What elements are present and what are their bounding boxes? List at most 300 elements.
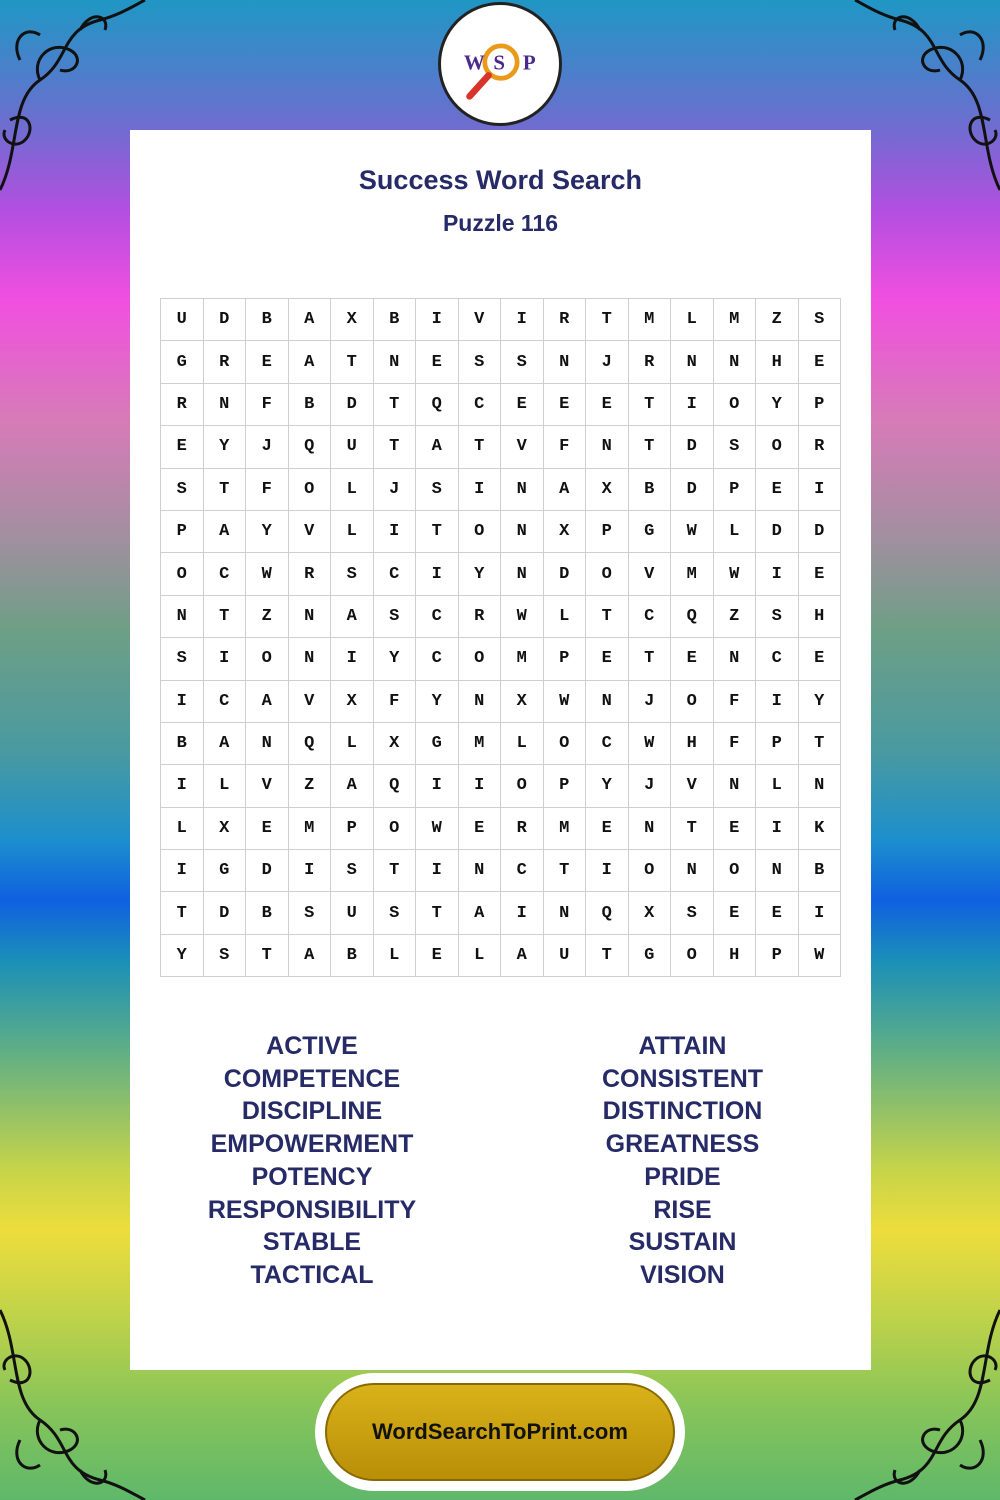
grid-cell[interactable]: Q — [416, 383, 459, 425]
grid-cell[interactable]: T — [586, 299, 629, 341]
logo-letter-s: S — [493, 50, 505, 75]
word-list-item: PRIDE — [644, 1162, 721, 1191]
grid-cell[interactable]: X — [203, 807, 246, 849]
grid-cell[interactable]: T — [246, 934, 289, 976]
grid-row — [161, 510, 841, 552]
grid-row — [161, 765, 841, 807]
grid-cell[interactable]: Y — [246, 510, 289, 552]
word-list-item: ATTAIN — [638, 1032, 727, 1060]
grid-cell[interactable]: I — [756, 807, 799, 849]
grid-row — [161, 299, 841, 341]
grid-cell[interactable]: E — [671, 638, 714, 680]
grid-cell[interactable]: J — [628, 680, 671, 722]
grid-cell[interactable]: O — [246, 638, 289, 680]
grid-cell[interactable]: D — [798, 510, 841, 552]
word-list-item: EMPOWERMENT — [210, 1130, 414, 1159]
grid-cell[interactable]: W — [543, 680, 586, 722]
grid-cell[interactable]: C — [373, 553, 416, 595]
word-list-item: GREATNESS — [605, 1130, 760, 1159]
word-list-item: POTENCY — [251, 1162, 373, 1191]
grid-cell[interactable]: T — [628, 426, 671, 468]
grid-cell[interactable]: I — [416, 765, 459, 807]
grid-cell[interactable]: E — [756, 468, 799, 510]
word-list-item: TACTICAL — [250, 1260, 374, 1289]
grid-cell[interactable]: Y — [203, 426, 246, 468]
grid-cell[interactable]: A — [331, 765, 374, 807]
grid-cell[interactable]: E — [416, 341, 459, 383]
grid-cell[interactable]: B — [161, 722, 204, 764]
grid-cell[interactable]: O — [756, 426, 799, 468]
grid-cell[interactable]: N — [713, 638, 756, 680]
grid-cell[interactable]: I — [671, 383, 714, 425]
grid-cell[interactable]: L — [331, 722, 374, 764]
grid-cell[interactable]: K — [798, 807, 841, 849]
corner-ornament-top-left — [0, 0, 150, 200]
grid-cell[interactable]: V — [288, 680, 331, 722]
word-list-left — [130, 1030, 494, 1292]
puzzle-number: Puzzle 116 — [442, 210, 559, 236]
grid-cell[interactable]: W — [246, 553, 289, 595]
grid-cell[interactable]: A — [458, 892, 501, 934]
word-list-right — [494, 1030, 871, 1292]
grid-cell[interactable]: S — [203, 934, 246, 976]
grid-cell[interactable]: V — [628, 553, 671, 595]
grid-cell[interactable]: T — [416, 510, 459, 552]
grid-cell[interactable]: I — [161, 680, 204, 722]
grid-cell[interactable]: T — [161, 892, 204, 934]
grid-cell[interactable]: I — [756, 680, 799, 722]
corner-ornament-bottom-right — [850, 1300, 1000, 1500]
grid-cell[interactable]: P — [756, 934, 799, 976]
grid-cell[interactable]: S — [161, 638, 204, 680]
grid-cell[interactable]: Y — [458, 553, 501, 595]
grid-cell[interactable]: N — [671, 850, 714, 892]
grid-cell[interactable]: O — [671, 680, 714, 722]
grid-cell[interactable]: T — [458, 426, 501, 468]
grid-cell[interactable]: S — [713, 426, 756, 468]
grid-cell[interactable]: D — [331, 383, 374, 425]
grid-cell[interactable]: L — [671, 299, 714, 341]
grid-cell[interactable]: N — [458, 850, 501, 892]
grid-cell[interactable]: G — [416, 722, 459, 764]
site-link[interactable]: WordSearchToPrint.com — [372, 1419, 628, 1444]
grid-cell[interactable]: D — [756, 510, 799, 552]
grid-cell[interactable]: X — [331, 680, 374, 722]
grid-cell[interactable]: N — [203, 383, 246, 425]
word-list — [130, 1030, 871, 1292]
site-banner-button[interactable] — [325, 1383, 675, 1481]
grid-cell[interactable]: B — [628, 468, 671, 510]
grid-cell[interactable]: V — [501, 426, 544, 468]
grid-cell[interactable]: C — [458, 383, 501, 425]
grid-cell[interactable]: T — [203, 468, 246, 510]
grid-row — [161, 934, 841, 976]
site-banner[interactable] — [315, 1373, 685, 1491]
grid-cell[interactable]: O — [671, 934, 714, 976]
grid-cell[interactable]: T — [331, 341, 374, 383]
grid-cell[interactable]: N — [671, 341, 714, 383]
grid-cell[interactable]: A — [288, 299, 331, 341]
grid-cell[interactable]: M — [671, 553, 714, 595]
word-list-item: DISCIPLINE — [241, 1097, 383, 1126]
grid-cell[interactable]: S — [671, 892, 714, 934]
grid-cell[interactable]: N — [713, 765, 756, 807]
grid-cell[interactable]: I — [798, 892, 841, 934]
grid-cell[interactable]: F — [543, 426, 586, 468]
grid-cell[interactable]: Y — [586, 765, 629, 807]
grid-cell[interactable]: M — [288, 807, 331, 849]
grid-cell[interactable]: O — [161, 553, 204, 595]
grid-row — [161, 595, 841, 637]
grid-cell[interactable]: A — [203, 510, 246, 552]
grid-cell[interactable]: T — [203, 595, 246, 637]
grid-cell[interactable]: S — [288, 892, 331, 934]
grid-cell[interactable]: E — [501, 383, 544, 425]
grid-cell[interactable]: Q — [288, 426, 331, 468]
grid-cell[interactable]: T — [373, 850, 416, 892]
grid-cell[interactable]: F — [246, 468, 289, 510]
grid-cell[interactable]: J — [373, 468, 416, 510]
letter-grid — [160, 298, 841, 977]
grid-row — [161, 383, 841, 425]
grid-cell[interactable]: F — [713, 680, 756, 722]
grid-row — [161, 680, 841, 722]
grid-cell[interactable]: N — [586, 426, 629, 468]
grid-cell[interactable]: S — [161, 468, 204, 510]
grid-cell[interactable]: I — [203, 638, 246, 680]
grid-cell[interactable]: E — [458, 807, 501, 849]
grid-cell[interactable]: V — [458, 299, 501, 341]
grid-cell[interactable]: B — [246, 892, 289, 934]
grid-cell[interactable]: M — [501, 638, 544, 680]
grid-cell[interactable]: W — [713, 553, 756, 595]
grid-cell[interactable]: Y — [161, 934, 204, 976]
grid-cell[interactable]: E — [798, 638, 841, 680]
grid-cell[interactable]: L — [543, 595, 586, 637]
grid-cell[interactable]: P — [331, 807, 374, 849]
grid-cell[interactable]: A — [203, 722, 246, 764]
grid-cell[interactable]: B — [798, 850, 841, 892]
grid-cell[interactable]: N — [458, 680, 501, 722]
grid-cell[interactable]: V — [246, 765, 289, 807]
grid-cell[interactable]: R — [628, 341, 671, 383]
grid-cell[interactable]: E — [713, 807, 756, 849]
word-list-item: ACTIVE — [266, 1032, 358, 1060]
grid-cell[interactable]: X — [373, 722, 416, 764]
word-list-item: CONSISTENT — [601, 1064, 764, 1093]
grid-cell[interactable]: J — [586, 341, 629, 383]
grid-cell[interactable]: C — [203, 553, 246, 595]
grid-cell[interactable]: C — [756, 638, 799, 680]
puzzle-title: Success Word Search — [358, 165, 643, 195]
grid-cell[interactable]: I — [416, 850, 459, 892]
grid-cell[interactable]: L — [373, 934, 416, 976]
grid-cell[interactable]: X — [543, 510, 586, 552]
grid-cell[interactable]: I — [288, 850, 331, 892]
word-list-item: DISTINCTION — [602, 1097, 763, 1126]
wsp-logo[interactable] — [438, 2, 562, 126]
grid-cell[interactable]: R — [458, 595, 501, 637]
grid-cell[interactable]: Y — [798, 680, 841, 722]
grid-cell[interactable]: W — [628, 722, 671, 764]
grid-cell[interactable]: S — [331, 553, 374, 595]
grid-cell[interactable]: T — [543, 850, 586, 892]
grid-cell[interactable]: L — [713, 510, 756, 552]
word-list-item: STABLE — [262, 1228, 362, 1257]
grid-cell[interactable]: S — [458, 341, 501, 383]
grid-cell[interactable]: S — [373, 595, 416, 637]
grid-cell[interactable]: E — [416, 934, 459, 976]
grid-cell[interactable]: L — [331, 510, 374, 552]
grid-cell[interactable]: A — [501, 934, 544, 976]
grid-cell[interactable]: P — [586, 510, 629, 552]
grid-cell[interactable]: S — [416, 468, 459, 510]
grid-cell[interactable]: O — [713, 850, 756, 892]
grid-cell[interactable]: N — [543, 341, 586, 383]
grid-cell[interactable]: T — [586, 595, 629, 637]
grid-cell[interactable]: D — [671, 468, 714, 510]
grid-cell[interactable]: I — [458, 468, 501, 510]
grid-cell[interactable]: E — [586, 383, 629, 425]
grid-row — [161, 553, 841, 595]
grid-cell[interactable]: C — [501, 850, 544, 892]
grid-cell[interactable]: N — [246, 722, 289, 764]
grid-cell[interactable]: A — [246, 680, 289, 722]
grid-row — [161, 638, 841, 680]
grid-cell[interactable]: L — [161, 807, 204, 849]
grid-cell[interactable]: T — [586, 934, 629, 976]
grid-cell[interactable]: I — [501, 892, 544, 934]
grid-cell[interactable]: D — [203, 892, 246, 934]
grid-cell[interactable]: B — [331, 934, 374, 976]
grid-cell[interactable]: S — [331, 850, 374, 892]
word-list-item: RISE — [653, 1195, 712, 1224]
grid-cell[interactable]: R — [798, 426, 841, 468]
grid-cell[interactable]: N — [543, 892, 586, 934]
corner-ornament-bottom-left — [0, 1300, 150, 1500]
grid-cell[interactable]: O — [501, 765, 544, 807]
grid-cell[interactable]: U — [331, 892, 374, 934]
grid-cell[interactable]: F — [373, 680, 416, 722]
grid-cell[interactable]: F — [713, 722, 756, 764]
grid-cell[interactable]: X — [331, 299, 374, 341]
grid-cell[interactable]: P — [713, 468, 756, 510]
grid-cell[interactable]: I — [161, 765, 204, 807]
grid-cell[interactable]: N — [288, 638, 331, 680]
grid-cell[interactable]: U — [543, 934, 586, 976]
grid-cell[interactable]: Z — [288, 765, 331, 807]
grid-cell[interactable]: O — [288, 468, 331, 510]
grid-cell[interactable]: P — [798, 383, 841, 425]
grid-cell[interactable]: I — [331, 638, 374, 680]
word-list-item: COMPETENCE — [223, 1064, 401, 1093]
grid-cell[interactable]: A — [543, 468, 586, 510]
grid-cell[interactable]: C — [628, 595, 671, 637]
grid-row — [161, 850, 841, 892]
grid-cell[interactable]: P — [756, 722, 799, 764]
grid-cell[interactable]: N — [288, 595, 331, 637]
grid-cell[interactable]: I — [416, 553, 459, 595]
grid-cell[interactable]: H — [671, 722, 714, 764]
grid-cell[interactable]: Q — [671, 595, 714, 637]
grid-cell[interactable]: N — [373, 341, 416, 383]
grid-cell[interactable]: I — [798, 468, 841, 510]
grid-cell[interactable]: C — [586, 722, 629, 764]
grid-cell[interactable]: E — [756, 892, 799, 934]
grid-cell[interactable]: I — [501, 299, 544, 341]
grid-cell[interactable]: L — [331, 468, 374, 510]
grid-cell[interactable]: N — [586, 680, 629, 722]
grid-cell[interactable]: T — [671, 807, 714, 849]
grid-cell[interactable]: E — [798, 553, 841, 595]
grid-cell[interactable]: G — [628, 510, 671, 552]
logo-letter-p: P — [522, 50, 536, 75]
grid-row — [161, 341, 841, 383]
grid-cell[interactable]: T — [628, 383, 671, 425]
grid-cell[interactable]: D — [246, 850, 289, 892]
grid-cell[interactable]: J — [628, 765, 671, 807]
grid-cell[interactable]: C — [416, 638, 459, 680]
grid-cell[interactable]: J — [246, 426, 289, 468]
grid-cell[interactable]: N — [501, 510, 544, 552]
grid-cell[interactable]: F — [246, 383, 289, 425]
grid-cell[interactable]: P — [161, 510, 204, 552]
grid-cell[interactable]: H — [798, 595, 841, 637]
grid-cell[interactable]: H — [713, 934, 756, 976]
grid-cell[interactable]: M — [458, 722, 501, 764]
grid-cell[interactable]: R — [288, 553, 331, 595]
grid-cell[interactable]: I — [756, 553, 799, 595]
grid-cell[interactable]: E — [543, 383, 586, 425]
grid-cell[interactable]: Z — [756, 299, 799, 341]
grid-cell[interactable]: X — [501, 680, 544, 722]
grid-cell[interactable]: R — [203, 341, 246, 383]
grid-cell[interactable]: Q — [288, 722, 331, 764]
grid-cell[interactable]: N — [756, 850, 799, 892]
grid-row — [161, 892, 841, 934]
grid-cell[interactable]: E — [161, 426, 204, 468]
grid-cell[interactable]: I — [458, 765, 501, 807]
puzzle-sheet — [130, 130, 871, 1370]
grid-cell[interactable]: M — [628, 299, 671, 341]
grid-row — [161, 468, 841, 510]
grid-cell[interactable]: A — [331, 595, 374, 637]
grid-cell[interactable]: M — [543, 807, 586, 849]
grid-cell[interactable]: T — [798, 722, 841, 764]
grid-cell[interactable]: N — [798, 765, 841, 807]
grid-cell[interactable]: O — [713, 383, 756, 425]
grid-cell[interactable]: A — [416, 426, 459, 468]
grid-cell[interactable]: B — [288, 383, 331, 425]
grid-cell[interactable]: E — [586, 807, 629, 849]
grid-cell[interactable]: G — [203, 850, 246, 892]
grid-cell[interactable]: W — [416, 807, 459, 849]
grid-cell[interactable]: S — [756, 595, 799, 637]
grid-cell[interactable]: V — [288, 510, 331, 552]
grid-cell[interactable]: W — [501, 595, 544, 637]
grid-cell[interactable]: V — [671, 765, 714, 807]
grid-cell[interactable]: L — [458, 934, 501, 976]
grid-cell[interactable]: A — [288, 934, 331, 976]
grid-cell[interactable]: N — [501, 553, 544, 595]
grid-cell[interactable]: Q — [586, 892, 629, 934]
grid-cell[interactable]: N — [713, 341, 756, 383]
grid-cell[interactable]: W — [798, 934, 841, 976]
grid-cell[interactable]: M — [713, 299, 756, 341]
grid-cell[interactable]: D — [671, 426, 714, 468]
grid-cell[interactable]: U — [331, 426, 374, 468]
grid-cell[interactable]: T — [373, 426, 416, 468]
grid-cell[interactable]: Y — [756, 383, 799, 425]
grid-cell[interactable]: E — [246, 341, 289, 383]
grid-cell[interactable]: Z — [246, 595, 289, 637]
grid-cell[interactable]: T — [416, 892, 459, 934]
grid-cell[interactable]: O — [458, 510, 501, 552]
grid-cell[interactable]: X — [586, 468, 629, 510]
grid-cell[interactable]: L — [501, 722, 544, 764]
grid-cell[interactable]: O — [586, 553, 629, 595]
grid-cell[interactable]: C — [416, 595, 459, 637]
grid-cell[interactable]: E — [586, 638, 629, 680]
grid-cell[interactable]: G — [628, 934, 671, 976]
grid-cell[interactable]: I — [373, 510, 416, 552]
grid-cell[interactable]: U — [161, 299, 204, 341]
grid-cell[interactable]: Y — [416, 680, 459, 722]
grid-cell[interactable]: H — [756, 341, 799, 383]
grid-cell[interactable]: O — [543, 722, 586, 764]
grid-cell[interactable]: R — [501, 807, 544, 849]
grid-cell[interactable]: R — [161, 383, 204, 425]
grid-cell[interactable]: I — [416, 299, 459, 341]
grid-cell[interactable]: R — [543, 299, 586, 341]
grid-cell[interactable]: L — [203, 765, 246, 807]
grid-cell[interactable]: A — [288, 341, 331, 383]
grid-cell[interactable]: W — [671, 510, 714, 552]
grid-cell[interactable]: B — [373, 299, 416, 341]
grid-cell[interactable]: O — [628, 850, 671, 892]
grid-cell[interactable]: O — [458, 638, 501, 680]
grid-cell[interactable]: P — [543, 765, 586, 807]
grid-cell[interactable]: D — [543, 553, 586, 595]
grid-cell[interactable]: X — [628, 892, 671, 934]
grid-cell[interactable]: S — [373, 892, 416, 934]
grid-cell[interactable]: E — [798, 341, 841, 383]
grid-cell[interactable]: N — [501, 468, 544, 510]
grid-cell[interactable]: S — [798, 299, 841, 341]
grid-cell[interactable]: C — [203, 680, 246, 722]
grid-cell[interactable]: P — [543, 638, 586, 680]
grid-cell[interactable]: O — [373, 807, 416, 849]
grid-cell[interactable]: T — [628, 638, 671, 680]
grid-cell[interactable]: D — [203, 299, 246, 341]
grid-cell[interactable]: T — [373, 383, 416, 425]
grid-cell[interactable]: Z — [713, 595, 756, 637]
grid-cell[interactable]: E — [713, 892, 756, 934]
grid-cell[interactable]: L — [756, 765, 799, 807]
grid-cell[interactable]: N — [161, 595, 204, 637]
grid-cell[interactable]: N — [628, 807, 671, 849]
grid-cell[interactable]: I — [586, 850, 629, 892]
logo-letter-w: W — [463, 50, 485, 75]
grid-cell[interactable]: E — [246, 807, 289, 849]
grid-row — [161, 722, 841, 764]
grid-cell[interactable]: B — [246, 299, 289, 341]
grid-cell[interactable]: I — [161, 850, 204, 892]
grid-cell[interactable]: Q — [373, 765, 416, 807]
grid-cell[interactable]: G — [161, 341, 204, 383]
grid-cell[interactable]: S — [501, 341, 544, 383]
grid-cell[interactable]: Y — [373, 638, 416, 680]
